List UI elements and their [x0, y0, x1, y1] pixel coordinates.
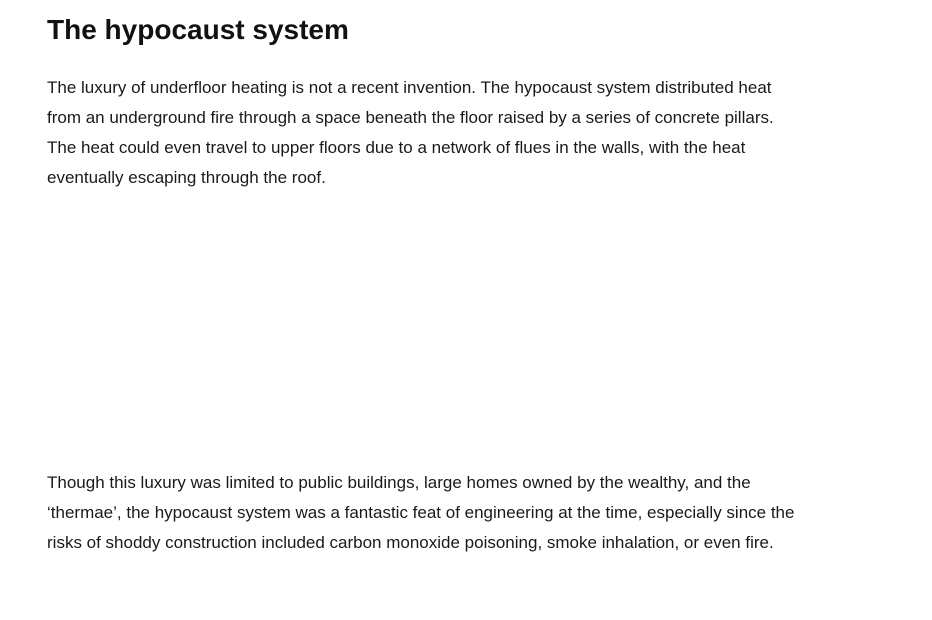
section-heading: The hypocaust system	[47, 14, 349, 45]
paragraph-intro: The luxury of underfloor heating is not a recent invention. The hypocaust system distributed heat from an underground fire through a space beneath the floor raised by a series of concrete pillars. The heat could even travel to upper floors due to a network of flues in the walls, with the heat eventually escaping through the roof.	[47, 78, 774, 187]
blank-media-area	[47, 200, 807, 455]
paragraph-followup: Though this luxury was limited to public buildings, large homes owned by the wealthy, and the ‘thermae’, the hypocaust system was a fantastic feat of engineering at the time, especially since the risks of shoddy construction included carbon monoxide poisoning, smoke inhalation, or even fire.	[47, 473, 795, 552]
